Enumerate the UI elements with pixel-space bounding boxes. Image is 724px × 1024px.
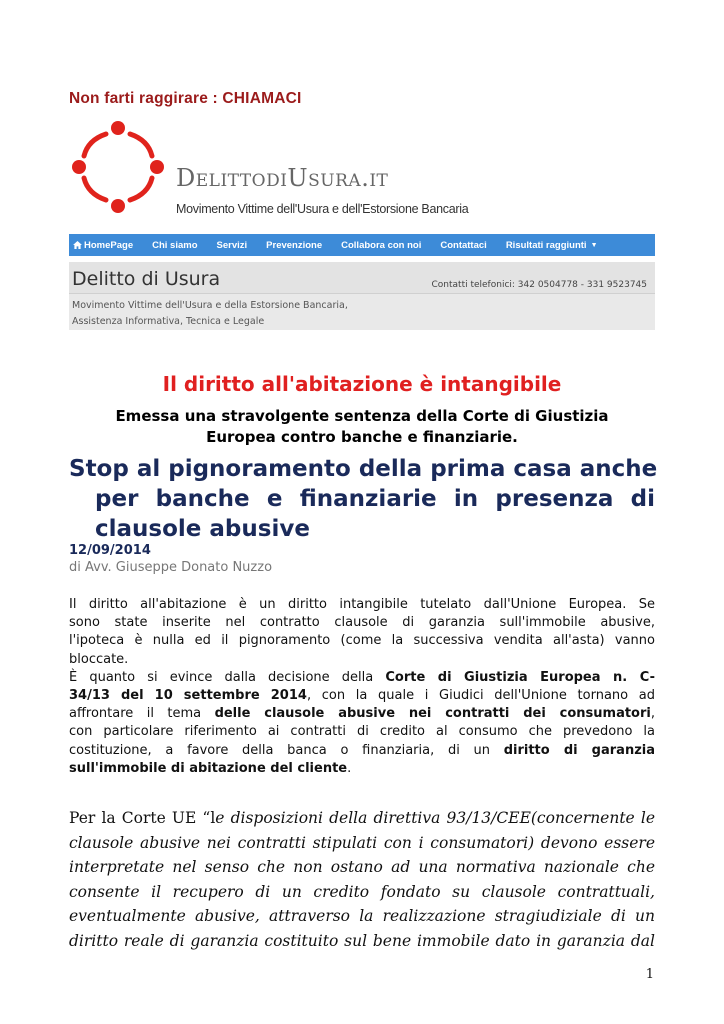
body-bold: 34/13 del 10 settembre 2014	[69, 688, 307, 704]
quote-text: clausole abusive nei contratti stipulati con i consumatori) devono essere	[69, 833, 655, 852]
body-text: costituzione, a favore della banca o finanziaria, di un	[69, 742, 504, 758]
caret-down-icon: ▼	[590, 241, 598, 249]
body-text: È quanto si evince dalla decisione della	[69, 669, 386, 685]
quote-line	[69, 904, 655, 929]
logo-name: DelittodiUsura.it	[176, 164, 389, 192]
body-bold: diritto di garanzia	[503, 742, 655, 758]
quote-text: e disposizioni della direttiva 93/13/CEE(concernente le	[215, 809, 655, 827]
nav-item-chi-siamo[interactable]: Chi siamo	[152, 239, 198, 251]
tagline: Non farti raggirare : CHIAMACI	[69, 90, 302, 107]
body-text: .	[347, 760, 352, 776]
quote-line	[69, 831, 655, 856]
body-line	[69, 705, 655, 723]
main-navbar	[69, 234, 655, 256]
court-quote	[69, 806, 655, 953]
quote-line	[69, 855, 655, 880]
body-bold: Corte di Giustizia Europea n. C-	[385, 669, 655, 685]
quote-line	[69, 929, 655, 954]
body-line: Il diritto all'abitazione è un diritto intangibile tutelato dall'Unione Europea. Se	[69, 597, 655, 612]
body-bold: delle clausole abusive nei contratti dei consumatori	[214, 706, 651, 722]
body-line	[69, 760, 655, 778]
nav-label-homepage: HomePage	[84, 239, 134, 251]
body-bold: sull'immobile di abitazione del cliente	[69, 760, 348, 776]
logo-subtitle: Movimento Vittime dell'Usura e dell'Estorsione Bancaria	[176, 202, 469, 216]
header-banner	[69, 262, 655, 330]
article-headline	[69, 454, 658, 544]
subtitle-line-2: Europea contro banche e finanziarie.	[206, 428, 518, 446]
banner-line-1: Movimento Vittime dell'Usura e della Estorsione Bancaria,	[72, 300, 348, 311]
article-author: di Avv. Giuseppe Donato Nuzzo	[69, 560, 273, 575]
body-text: affrontare il tema	[69, 706, 215, 722]
body-text: , con la quale i Giudici dell'Unione tornano ad	[306, 688, 655, 704]
body-line: bloccate.	[69, 651, 129, 667]
page-number: 1	[645, 967, 654, 982]
body-line	[69, 742, 655, 760]
home-icon	[73, 241, 82, 249]
nav-item-servizi[interactable]: Servizi	[216, 239, 248, 251]
article-title: Il diritto all'abitazione è intangibile	[162, 372, 562, 396]
quote-open: “l	[196, 809, 216, 827]
article-body	[69, 596, 655, 778]
article-subtitle	[69, 406, 655, 448]
nav-item-homepage[interactable]	[73, 240, 133, 251]
banner-contacts: Contatti telefonici: 342 0504778 - 331 9523745	[431, 280, 647, 290]
nav-item-contattaci[interactable]: Contattaci	[440, 239, 487, 251]
banner-line-2: Assistenza Informativa, Tecnica e Legale	[72, 316, 265, 327]
logo-circle-icon	[66, 118, 171, 218]
body-line: l'ipoteca è nulla ed il pignoramento (come la successiva vendita all'asta) vanno	[69, 633, 655, 649]
quote-text: consente il recupero di un credito fondato su clausole contrattuali,	[69, 882, 655, 901]
quote-text: diritto reale di garanzia costituito sul bene immobile dato in garanzia dal	[69, 931, 655, 950]
site-logo[interactable]	[66, 118, 486, 218]
headline-line-3: clausole abusive	[95, 516, 310, 542]
body-line: con particolare riferimento ai contratti di credito al consumo che prevedono la	[69, 724, 655, 740]
quote-lead: Per la Corte UE	[69, 809, 197, 827]
banner-title: Delitto di Usura	[72, 268, 221, 290]
headline-line-2: per banche e finanziarie in presenza di	[95, 486, 655, 512]
quote-line	[69, 880, 655, 905]
body-line: sono state inserite nel contratto clausole di garanzia sull'immobile abusive,	[69, 615, 655, 631]
nav-item-prevenzione[interactable]: Prevenzione	[266, 239, 323, 251]
quote-text: eventualmente abusive, attraverso la realizzazione stragiudiziale di un	[69, 907, 655, 925]
quote-line	[69, 806, 655, 831]
body-text: ,	[650, 706, 655, 722]
headline-line-1: Stop al pignoramento della prima casa anche	[69, 456, 658, 482]
quote-text: interpretate nel senso che non ostano ad una normativa nazionale che	[69, 858, 655, 876]
article-date: 12/09/2014	[69, 543, 151, 558]
body-line	[69, 687, 655, 705]
nav-item-risultati[interactable]	[506, 240, 598, 251]
subtitle-line-1: Emessa una stravolgente sentenza della Corte di Giustizia	[115, 407, 609, 425]
body-line	[69, 669, 655, 687]
nav-label-risultati: Risultati raggiunti	[505, 239, 587, 251]
nav-item-collabora[interactable]: Collabora con noi	[341, 239, 422, 251]
